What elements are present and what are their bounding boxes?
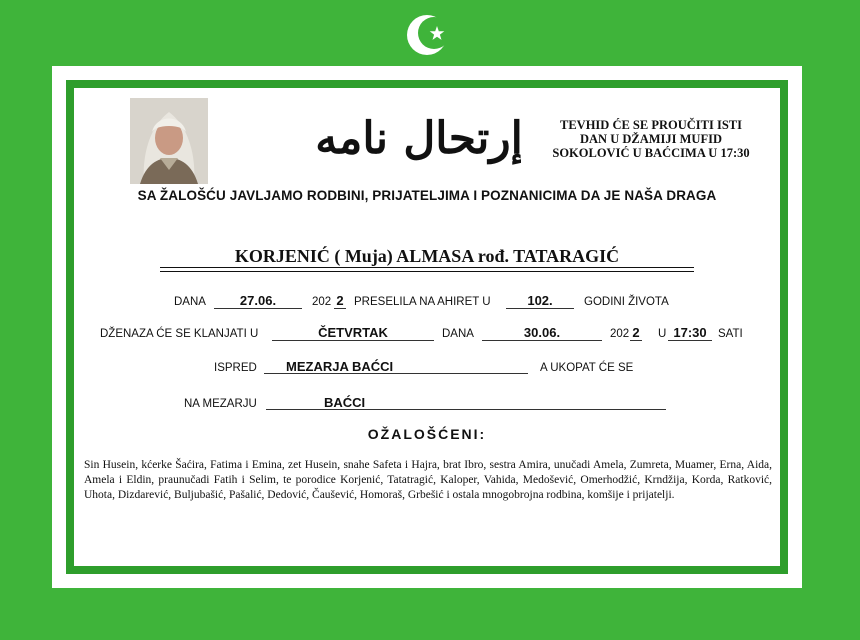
preselila-label: PRESELILA NA AHIRET U xyxy=(354,296,491,308)
death-row xyxy=(74,294,780,314)
dzenaza-year-suffix: 2 xyxy=(630,326,642,341)
sati-label: SATI xyxy=(718,328,743,340)
dzenaza-label: DŽENAZA ĆE SE KLANJATI U xyxy=(100,328,259,340)
death-date: 27.06. xyxy=(214,294,302,309)
name-underline xyxy=(160,271,694,272)
mezarje-place: BAĆCI xyxy=(266,396,666,410)
death-year-suffix: 2 xyxy=(334,294,346,309)
ispred-row xyxy=(74,360,780,380)
ispred-label: ISPRED xyxy=(214,362,257,374)
obituary-card xyxy=(74,88,780,566)
dana-label: DANA xyxy=(174,296,206,308)
tevhid-line-1: TEVHID ĆE SE PROUČITI ISTI xyxy=(560,118,742,132)
deceased-name-text: KORJENIĆ ( Muja) ALMASA rođ. TATARAGIĆ xyxy=(234,246,620,266)
dzenaza-year-prefix: 202 xyxy=(610,328,630,340)
dzenaza-day: ČETVRTAK xyxy=(272,326,434,341)
deceased-name xyxy=(160,245,694,268)
tevhid-line-2: DAN U DŽAMIJI MUFID xyxy=(579,132,722,146)
dzenaza-row xyxy=(74,326,780,346)
tevhid-notice xyxy=(526,118,776,160)
announcement-intro: SA ŽALOŠĆU JAVLJAMO RODBINI, PRIJATELJIMA I POZNANICIMA DA JE NAŠA DRAGA xyxy=(137,188,717,203)
crescent-star-icon xyxy=(404,12,450,58)
ispred-place: MEZARJA BAĆCI xyxy=(264,360,528,374)
mezarje-label: NA MEZARJU xyxy=(184,398,257,410)
dzenaza-dana-label: DANA xyxy=(442,328,474,340)
age-value: 102. xyxy=(506,294,574,309)
dzenaza-time: 17:30 xyxy=(668,326,712,341)
mourners-text: Sin Husein, kćerke Šaćira, Fatima i Emina, zet Husein, snahe Safeta i Hajra, brat Ibro, sestra Amira, unučadi Amela, Zumreta, Muamer, Erna, Aida, Amela i Eldin, praunučadi Fatih i Selim, te porodice Korjenić, Tatatragić, Kaloper, Vahida, Medošević, Omerhodžić, Krndžija, Korda, Ratković, Uhota, Dizdarević, Buljubašić, Pašalić, Dedović, Čaušević, Homoraš, Grbešić i ostala mnogobrojna rodbina, komšije i prijatelji. xyxy=(84,459,772,501)
death-year-prefix: 202 xyxy=(312,296,332,308)
dzenaza-date: 30.06. xyxy=(482,326,602,341)
deceased-photo xyxy=(130,98,208,184)
ukopat-label: A UKOPAT ĆE SE xyxy=(540,362,634,374)
arabic-title: إرتحال نامه xyxy=(315,113,523,164)
age-label: GODINI ŽIVOTA xyxy=(584,296,669,308)
mourners-heading: OŽALOŠĆENI: xyxy=(367,426,487,442)
mezarje-row xyxy=(74,394,780,414)
dzenaza-u-label: U xyxy=(658,328,667,340)
tevhid-line-3: SOKOLOVIĆ U BAĆCIMA U 17:30 xyxy=(552,146,750,160)
